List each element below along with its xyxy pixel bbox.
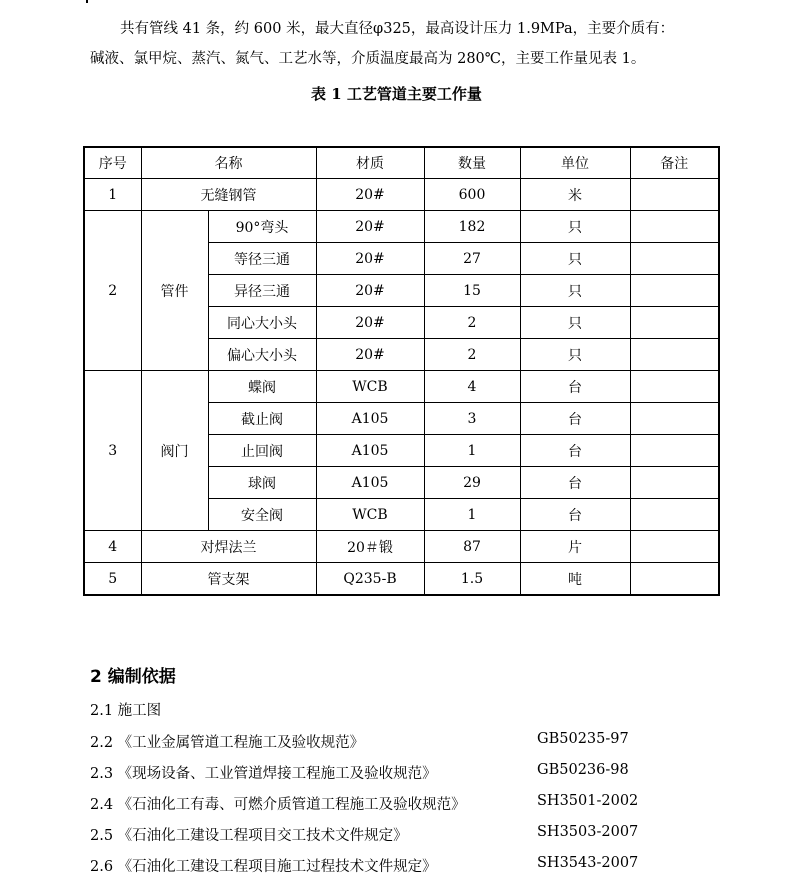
header-material: 材质 [316,147,424,179]
cell-qty: 1 [424,499,520,531]
reference-label: 2.4 《石油化工有毒、可燃介质管道工程施工及验收规范》 [90,797,466,813]
cell-unit: 台 [520,403,630,435]
reference-item [90,855,639,876]
table-row [84,211,719,243]
cell-unit: 只 [520,243,630,275]
reference-item [90,824,639,845]
reference-label: 2.3 《现场设备、工业管道焊接工程施工及验收规范》 [90,766,437,782]
cell-unit: 台 [520,467,630,499]
cell-material: 20# [316,307,424,339]
cell-qty: 87 [424,531,520,563]
table-row [84,371,719,403]
reference-item [90,762,629,783]
cell-material: WCB [316,499,424,531]
cell-remark [630,435,719,467]
cell-unit: 只 [520,211,630,243]
cell-remark [630,403,719,435]
cell-remark [630,531,719,563]
section-heading: 2 编制依据 [90,667,176,687]
cell-qty: 182 [424,211,520,243]
cell-name: 安全阀 [208,499,316,531]
cell-qty: 3 [424,403,520,435]
cell-name: 对焊法兰 [141,531,316,563]
table-row [84,179,719,211]
reference-item [90,793,639,814]
cell-material: 20# [316,339,424,371]
cell-qty: 27 [424,243,520,275]
reference-label: 2.2 《工业金属管道工程施工及验收规范》 [90,735,365,751]
cell-unit: 台 [520,435,630,467]
table-caption: 表 1 工艺管道主要工作量 [311,85,482,103]
cell-name: 管支架 [141,563,316,596]
cell-material: 20＃锻 [316,531,424,563]
cell-remark [630,243,719,275]
table-row [84,531,719,563]
cell-unit: 只 [520,339,630,371]
cell-category: 阀门 [141,371,208,531]
intro-line-1: 共有管线 41 条，约 600 米，最大直径φ325，最高设计压力 1.9MPa，主要介质有： [120,21,675,37]
cell-name: 同心大小头 [208,307,316,339]
header-remark: 备注 [630,147,719,179]
reference-code: GB50235-97 [537,731,629,747]
cell-no: 4 [84,531,141,563]
cell-remark [630,499,719,531]
cell-qty: 29 [424,467,520,499]
cell-name: 偏心大小头 [208,339,316,371]
cell-qty: 600 [424,179,520,211]
reference-code: GB50236-98 [537,762,629,778]
reference-label: 2.6 《石油化工建设工程项目施工过程技术文件规定》 [90,859,437,875]
cell-remark [630,339,719,371]
cell-material: 20# [316,243,424,275]
cell-name: 截止阀 [208,403,316,435]
cell-no: 2 [84,211,141,371]
reference-code: SH3503-2007 [537,824,639,840]
cell-remark [630,467,719,499]
cell-unit: 米 [520,179,630,211]
reference-code: SH3543-2007 [537,855,639,871]
reference-code: SH3501-2002 [537,793,639,809]
cell-name: 球阀 [208,467,316,499]
cell-material: A105 [316,467,424,499]
cell-qty: 2 [424,307,520,339]
reference-label: 2.5 《石油化工建设工程项目交工技术文件规定》 [90,828,408,844]
cell-unit: 只 [520,307,630,339]
cell-qty: 1.5 [424,563,520,596]
cell-material: A105 [316,403,424,435]
reference-label: 2.1 施工图 [90,703,162,719]
cell-name: 无缝钢管 [141,179,316,211]
header-unit: 单位 [520,147,630,179]
cell-material: WCB [316,371,424,403]
cell-remark [630,307,719,339]
top-rule [86,0,88,3]
reference-item [90,699,161,720]
cell-no: 1 [84,179,141,211]
cell-material: 20# [316,211,424,243]
table-header-row [84,147,719,179]
cell-remark [630,211,719,243]
cell-unit: 片 [520,531,630,563]
intro-line-2: 碱液、氯甲烷、蒸汽、氮气、工艺水等，介质温度最高为 280℃，主要工作量见表 1。 [90,51,646,67]
cell-qty: 1 [424,435,520,467]
cell-name: 止回阀 [208,435,316,467]
cell-category: 管件 [141,211,208,371]
cell-name: 等径三通 [208,243,316,275]
header-name: 名称 [141,147,316,179]
cell-remark [630,371,719,403]
cell-material: 20# [316,275,424,307]
reference-item [90,731,629,752]
cell-material: A105 [316,435,424,467]
cell-qty: 4 [424,371,520,403]
cell-name: 蝶阀 [208,371,316,403]
cell-name: 异径三通 [208,275,316,307]
cell-unit: 台 [520,371,630,403]
cell-qty: 15 [424,275,520,307]
cell-unit: 只 [520,275,630,307]
cell-no: 3 [84,371,141,531]
header-no: 序号 [84,147,141,179]
cell-remark [630,179,719,211]
cell-material: Q235-B [316,563,424,596]
cell-unit: 台 [520,499,630,531]
cell-unit: 吨 [520,563,630,596]
cell-name: 90°弯头 [208,211,316,243]
cell-no: 5 [84,563,141,596]
table-row [84,563,719,596]
cell-material: 20# [316,179,424,211]
cell-qty: 2 [424,339,520,371]
cell-remark [630,275,719,307]
header-qty: 数量 [424,147,520,179]
cell-remark [630,563,719,596]
workload-table [83,146,720,596]
